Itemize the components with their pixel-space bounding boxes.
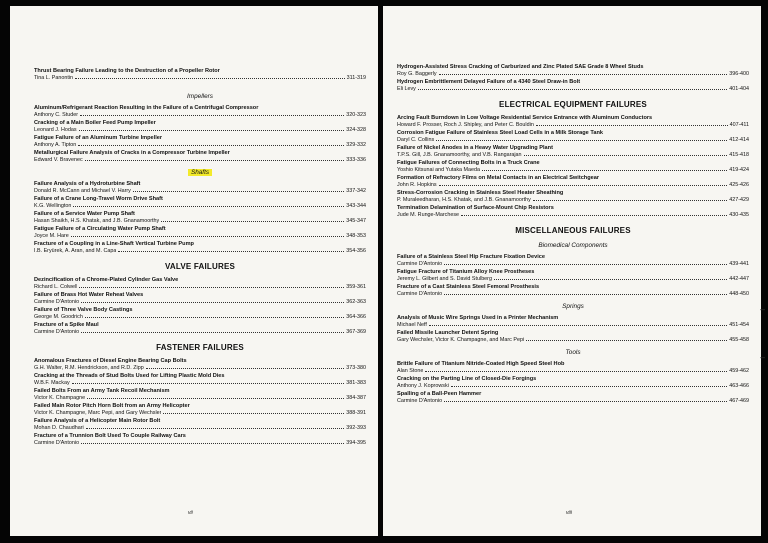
entry-pages: 430-435 (729, 211, 749, 218)
entry-line (34, 380, 366, 386)
entry-pages: 419-424 (729, 166, 749, 173)
entry-authors: W.B.F. Mackay (34, 379, 70, 386)
entry-authors: Anthony J. Koprowski (397, 382, 449, 389)
toc-entry (397, 391, 749, 404)
toc-entry (34, 226, 366, 239)
valve-failures-heading: VALVE FAILURES (164, 262, 236, 271)
entry-authors: G.H. Walter, R.M. Hendrickson, and R.D. Zipp (34, 364, 144, 371)
toc-entry (397, 175, 749, 188)
fastener-list (34, 358, 366, 446)
dot-leader (78, 145, 344, 146)
entry-pages: 367-369 (346, 328, 366, 335)
entry-pages: 394-395 (346, 439, 366, 446)
scan-mark: – (759, 304, 765, 314)
dot-leader (79, 287, 344, 288)
dot-leader (161, 221, 344, 222)
left-page (10, 6, 378, 536)
impellers-list (34, 105, 366, 163)
dot-leader (444, 264, 727, 265)
entry-authors: K.G. Wellington (34, 202, 72, 209)
entry-authors: Victor K. Champagne (34, 394, 86, 401)
entry-line (397, 261, 749, 267)
entry-title: Failure Analysis of a Helicopter Main Rotor Bolt (34, 418, 161, 424)
entry-authors: Mohan D. Chaudhari (34, 424, 84, 431)
entry-line (397, 167, 749, 173)
entry-title: Failure of a Crane Long-Travel Worm Drive Shaft (34, 196, 163, 202)
dot-leader (86, 428, 344, 429)
entry-authors: Eli Levy (397, 85, 416, 92)
entry-pages: 359-361 (346, 283, 366, 290)
toc-entry (34, 322, 366, 335)
toc-entry (34, 196, 366, 209)
entry-line (34, 314, 366, 320)
toc-entry (397, 376, 749, 389)
highlighted-shafts-label: Shafts (188, 169, 212, 176)
entry-title: Anomalous Fractures of Diesel Engine Bearing Cap Bolts (34, 358, 187, 364)
entry-authors: Tina L. Panontin (34, 74, 74, 81)
toc-entry (34, 292, 366, 305)
right-page (383, 6, 765, 536)
entry-line (34, 284, 366, 290)
entry-title: Termination Delamination of Surface-Mount Chip Resistors (397, 205, 554, 211)
dot-leader (482, 170, 727, 171)
entry-title: Fracture of a Spike Maul (34, 322, 99, 328)
toc-entry (34, 211, 366, 224)
entry-authors: Richard L. Colwell (34, 283, 78, 290)
entry-line (397, 291, 749, 297)
dot-leader (87, 398, 344, 399)
toc-entry (34, 433, 366, 446)
entry-authors: Carmine D'Antonio (397, 290, 443, 297)
entry-title: Hydrogen Embrittlement Delayed Failure of a 4340 Steel Draw-in Bolt (397, 79, 581, 85)
entry-title: Dezincification of a Chrome-Plated Cylinder Gas Valve (34, 277, 179, 283)
entry-title: Failure of Nickel Anodes in a Heavy Water Upgrading Plant (397, 145, 553, 151)
entry-title: Analysis of Music Wire Springs Used in a Printer Mechanism (397, 315, 559, 321)
entry-line (397, 322, 749, 328)
entry-authors: Leonard J. Hodas (34, 126, 77, 133)
entry-line (34, 127, 366, 133)
entry-pages: 362-363 (346, 298, 366, 305)
entry-line (397, 276, 749, 282)
entry-authors: Donald R. McCann and Michael V. Harry (34, 187, 131, 194)
entry-authors: Carmine D'Antonio (34, 328, 80, 335)
entry-title: Failure of Brass Hot Water Reheat Valves (34, 292, 144, 298)
entry-title: Hydrogen-Assisted Stress Cracking of Carburized and Zinc Plated SAE Grade 8 Wheel Studs (397, 64, 644, 70)
entry-title: Fracture of a Trunnion Bolt Used To Couple Railway Cars (34, 433, 186, 439)
entry-title: Failed Main Rotor Pitch Horn Bolt from an Army Helicopter (34, 403, 190, 409)
toc-entry (34, 181, 366, 194)
entry-pages: 448-450 (729, 290, 749, 297)
entry-pages: 333-336 (346, 156, 366, 163)
dot-leader (444, 294, 727, 295)
entry-line (397, 137, 749, 143)
entry-pages: 388-391 (346, 409, 366, 416)
dot-leader (81, 332, 344, 333)
dot-leader (526, 340, 727, 341)
entry-pages: 467-469 (729, 397, 749, 404)
entry-title: Cracking at the Threads of Stud Bolts Used for Lifting Plastic Mold Dies (34, 373, 225, 379)
entry-line (397, 383, 749, 389)
entry-line (34, 329, 366, 335)
entry-line (34, 440, 366, 446)
toc-entry (397, 330, 749, 343)
dot-leader (494, 279, 727, 280)
page-folio-right: viii (566, 510, 572, 516)
toc-entry (397, 130, 749, 143)
toc-entry (34, 105, 366, 118)
entry-authors: Carmine D'Antonio (397, 260, 443, 267)
toc-entry (397, 205, 749, 218)
toc-entry (397, 269, 749, 282)
toc-entry (34, 120, 366, 133)
entry-line (34, 233, 366, 239)
dot-leader (524, 155, 728, 156)
entry-pages: 392-393 (346, 424, 366, 431)
entry-pages: 384-387 (346, 394, 366, 401)
entry-line (34, 142, 366, 148)
toc-entry (397, 315, 749, 328)
entry-title: Fracture of a Cast Stainless Steel Femoral Prosthesis (397, 284, 540, 290)
entry-authors: Victor K. Champagne, Marc Pepi, and Gary Wechsler (34, 409, 162, 416)
dot-leader (75, 78, 345, 79)
dot-leader (85, 160, 345, 161)
entry-title: Fatigue Failures of Connecting Bolts in a Truck Crane (397, 160, 540, 166)
dot-leader (85, 317, 344, 318)
tools-heading: Tools (565, 349, 581, 356)
entry-line (397, 398, 749, 404)
biomedical-heading: Biomedical Components (538, 242, 608, 249)
entry-pages: 373-380 (346, 364, 366, 371)
entry-line (34, 75, 366, 81)
dot-leader (72, 383, 345, 384)
entry-title: Failed Bolts From an Army Tank Recoil Mechanism (34, 388, 170, 394)
entry-title: Fatigue Fracture of Titanium Alloy Knee Prostheses (397, 269, 535, 275)
dot-leader (81, 302, 344, 303)
entry-authors: P. Muraleedharan, H.S. Khatak, and J.B. Gnanamoorthy (397, 196, 531, 203)
entry-pages: 439-441 (729, 260, 749, 267)
dot-leader (439, 185, 728, 186)
pre-entries (34, 68, 366, 81)
toc-entry (397, 115, 749, 128)
entry-pages: 343-344 (346, 202, 366, 209)
entry-authors: Michael Neff (397, 321, 427, 328)
entry-pages: 348-353 (346, 232, 366, 239)
scan-mark: – (759, 352, 765, 362)
entry-authors: Daryl C. Collins (397, 136, 435, 143)
dot-leader (429, 325, 727, 326)
entry-line (34, 299, 366, 305)
toc-entry (34, 418, 366, 431)
entry-authors: Carmine D'Antonio (34, 298, 80, 305)
valve-list (34, 277, 366, 335)
dot-leader (418, 89, 727, 90)
toc-entry (34, 135, 366, 148)
entry-title: Fracture of a Coupling in a Line-Shaft Vertical Turbine Pump (34, 241, 194, 247)
electrical-failures-heading: ELECTRICAL EQUIPMENT FAILURES (499, 100, 647, 109)
entry-title: Thrust Bearing Failure Leading to the Destruction of a Propeller Rotor (34, 68, 220, 74)
entry-line (397, 368, 749, 374)
dot-leader (79, 130, 345, 131)
dot-leader (71, 236, 344, 237)
entry-pages: 415-418 (729, 151, 749, 158)
entry-pages: 345-347 (346, 217, 366, 224)
entry-pages: 451-454 (729, 321, 749, 328)
toc-entry (34, 68, 366, 81)
entry-line (34, 218, 366, 224)
dot-leader (444, 401, 727, 402)
entry-line (34, 203, 366, 209)
entry-pages: 337-342 (346, 187, 366, 194)
toc-entry (397, 79, 749, 92)
entry-line (34, 365, 366, 371)
entry-title: Stress-Corrosion Cracking in Stainless Steel Heater Sheathing (397, 190, 564, 196)
entry-title: Failure of Three Valve Body Castings (34, 307, 133, 313)
toc-entry (34, 373, 366, 386)
dot-leader (118, 251, 344, 252)
toc-entry (397, 190, 749, 203)
entry-line (397, 182, 749, 188)
entry-pages: 407-411 (729, 121, 749, 128)
entry-line (34, 410, 366, 416)
entry-authors: T.P.S. Gill, J.B. Gnanamoorthy, and V.B. Rangarajan (397, 151, 522, 158)
electrical-list (397, 115, 749, 218)
springs-heading: Springs (562, 303, 584, 310)
toc-entry (34, 388, 366, 401)
entry-authors: Jude M. Runge-Marchese (397, 211, 460, 218)
entry-line (34, 425, 366, 431)
entry-pages: 463-466 (729, 382, 749, 389)
toc-entry (34, 403, 366, 416)
dot-leader (439, 74, 728, 75)
dot-leader (536, 125, 728, 126)
springs-list (397, 315, 749, 343)
entry-title: Fatigue Failure of an Aluminum Turbine Impeller (34, 135, 163, 141)
dot-leader (436, 140, 727, 141)
entry-authors: Anthony A. Tipton (34, 141, 77, 148)
fastener-failures-heading: FASTENER FAILURES (156, 343, 244, 352)
entry-authors: Edward V. Bravenec (34, 156, 83, 163)
entry-line (34, 188, 366, 194)
dot-leader (81, 443, 344, 444)
entry-pages: 401-404 (729, 85, 749, 92)
entry-authors: I.B. Eryürek, A. Aran, and M. Capa (34, 247, 117, 254)
entry-authors: George M. Goodrich (34, 313, 83, 320)
toc-entry (34, 241, 366, 254)
misc-failures-heading: MISCELLANEOUS FAILURES (515, 226, 631, 235)
entry-line (397, 212, 749, 218)
entry-line (397, 122, 749, 128)
toc-entry (397, 361, 749, 374)
entry-pages: 425-426 (729, 181, 749, 188)
dot-leader (425, 371, 727, 372)
entry-pages: 324-328 (346, 126, 366, 133)
tools-list (397, 361, 749, 404)
dot-leader (133, 191, 344, 192)
entry-line (397, 152, 749, 158)
dot-leader (461, 215, 727, 216)
impellers-heading: Impellers (187, 93, 213, 100)
dot-leader (80, 115, 344, 116)
entry-authors: Jeremy L. Gilbert and S. David Stulberg (397, 275, 492, 282)
entry-title: Brittle Failure of Titanium Nitride-Coated High Speed Steel Hob (397, 361, 565, 367)
toc-entry (34, 358, 366, 371)
biomedical-list (397, 254, 749, 297)
entry-line (397, 86, 749, 92)
toc-entry (397, 64, 749, 77)
dot-leader (146, 368, 344, 369)
entry-pages: 455-458 (729, 336, 749, 343)
entry-authors: Yoshio Kitsunai and Yutaka Maeda (397, 166, 481, 173)
entry-pages: 364-366 (346, 313, 366, 320)
shafts-heading (34, 169, 366, 177)
entry-title: Cracking of a Main Boiler Feed Pump Impeller (34, 120, 156, 126)
entry-title: Failure of a Stainless Steel Hip Fracture Fixation Device (397, 254, 545, 260)
entry-pages: 442-447 (729, 275, 749, 282)
entry-pages: 412-414 (729, 136, 749, 143)
entry-line (397, 337, 749, 343)
entry-pages: 329-332 (346, 141, 366, 148)
entry-pages: 354-356 (346, 247, 366, 254)
entry-authors: John R. Hopkins (397, 181, 437, 188)
page-folio-left: vii (188, 510, 193, 516)
entry-pages: 381-383 (346, 379, 366, 386)
entry-title: Cracking on the Parting Line of Closed-Die Forgings (397, 376, 537, 382)
entry-title: Arcing Fault Burndown in Low Voltage Residential Service Entrance with Aluminum Conductors (397, 115, 653, 121)
entry-line (34, 112, 366, 118)
entry-title: Spalling of a Ball-Peen Hammer (397, 391, 482, 397)
toc-entry (397, 160, 749, 173)
entry-line (34, 395, 366, 401)
entry-line (397, 197, 749, 203)
entry-title: Aluminum/Refrigerant Reaction Resulting in the Failure of a Centrifugal Compressor (34, 105, 259, 111)
dot-leader (73, 206, 344, 207)
entry-authors: Carmine D'Antonio (34, 439, 80, 446)
entry-pages: 459-462 (729, 367, 749, 374)
entry-title: Corrosion Fatigue Failure of Stainless Steel Load Cells in a Milk Storage Tank (397, 130, 603, 136)
pre-entries-right (397, 64, 749, 92)
entry-authors: Anthony C. Studer (34, 111, 79, 118)
toc-entry (397, 284, 749, 297)
entry-pages: 427-429 (729, 196, 749, 203)
entry-title: Failed Missile Launcher Detent Spring (397, 330, 499, 336)
toc-entry (34, 150, 366, 163)
entry-line (34, 248, 366, 254)
toc-entry (397, 145, 749, 158)
dot-leader (533, 200, 727, 201)
entry-authors: Alan Stone (397, 367, 424, 374)
entry-authors: Gary Wechsler, Victor K. Champagne, and Marc Pepi (397, 336, 525, 343)
dot-leader (163, 413, 344, 414)
dot-leader (451, 386, 727, 387)
entry-authors: Howard F. Prosser, Roch J. Shipley, and Peter C. Bouldin (397, 121, 534, 128)
entry-pages: 311-319 (346, 74, 366, 81)
toc-entry (34, 277, 366, 290)
entry-title: Formation of Refractory Films on Metal Contacts in an Electrical Switchgear (397, 175, 600, 181)
entry-authors: Roy G. Baggerly (397, 70, 437, 77)
entry-title: Metallurgical Failure Analysis of Cracks in a Compressor Turbine Impeller (34, 150, 230, 156)
entry-pages: 396-400 (729, 70, 749, 77)
toc-entry (397, 254, 749, 267)
entry-line (34, 157, 366, 163)
entry-title: Failure Analysis of a Hydroturbine Shaft (34, 181, 141, 187)
entry-title: Fatigue Failure of a Circulating Water Pump Shaft (34, 226, 166, 232)
entry-title: Failure of a Service Water Pump Shaft (34, 211, 135, 217)
shafts-list (34, 181, 366, 254)
entry-authors: Joyce M. Hare (34, 232, 69, 239)
entry-line (397, 71, 749, 77)
entry-authors: Hasan Shaikh, H.S. Khatak, and J.B. Gnanamoorthy (34, 217, 160, 224)
entry-pages: 320-323 (346, 111, 366, 118)
toc-entry (34, 307, 366, 320)
entry-authors: Carmine D'Antonio (397, 397, 443, 404)
